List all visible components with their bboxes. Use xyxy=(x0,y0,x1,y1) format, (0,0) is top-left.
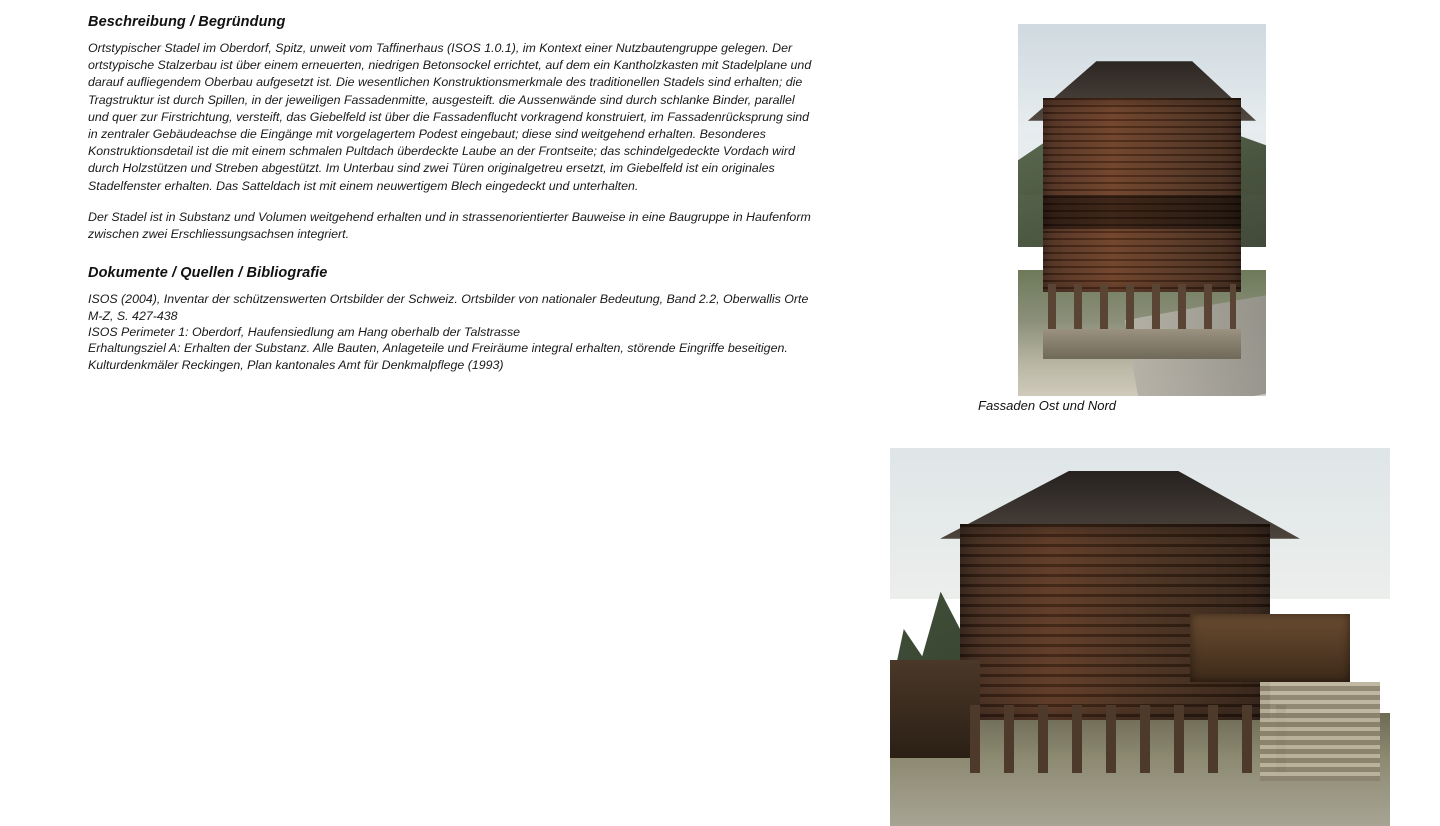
bibliography-line-3: Erhaltungsziel A: Erhalten der Substanz. Alle Bauten, Anlageteile und Freiräume integral erhalten, störende Eingriffe beseitigen. xyxy=(88,341,788,356)
photo2-adjacent-shed xyxy=(890,660,980,758)
photo1-stone-base xyxy=(1043,329,1241,359)
photo2-bottom-fade xyxy=(890,766,1390,826)
section-heading-sources: Dokumente / Quellen / Bibliografie xyxy=(88,265,328,282)
bibliography-line-2: ISOS Perimeter 1: Oberdorf, Haufensiedlung am Hang oberhalb der Talstrasse xyxy=(88,325,521,340)
description-paragraph-1: Ortstypischer Stadel im Oberdorf, Spitz, unweit vom Taffinerhaus (ISOS 1.0.1), im Kontext einer Nutzbautengruppe gelegen. Der ortstypische Stalzerbau ist über einem erneuerten, niedrigen Betonsockel errichtet, auf dem ein Kantholzkasten mit Stadelplane und darauf aufliegendem Oberbau aufgesetzt ist. Die wesentlichen Konstruktionsmerkmale des traditionellen Stadels sind erhalten; die Tragstruktur ist durch Spillen, in der jeweiligen Fassadenmitte, ausgesteift. die Aussenwände sind durch schlanke Binder, parallel und quer zur Firstrichtung, versteift, das Giebelfeld ist über die Fassadenflucht vorkragend konstruiert, im Fassadenrücksprung sind in zentraler Gebäudeachse die Eingänge mit vorgelagertem Podest eingebaut; diese sind weitgehend erhalten. Besonderes Konstruktionsdetail ist die mit einem schmalen Pultdach überdeckte Laube an der Frontseite; das schindelgedeckte Vordach wird durch Holzstützen und Streben abgestützt. Im Unterbau sind zwei Türen originalgetreu ersetzt, im Giebelfeld ist ein originales Stadelfenster erhalten. Das Satteldach ist mit einem neuwertigem Blech eingedeckt und unterhalten. xyxy=(88,41,812,193)
photo1-shadow-band xyxy=(1043,195,1241,228)
photo2-support-posts xyxy=(970,705,1300,773)
photo-fassaden-ost-und-nord xyxy=(1018,24,1266,396)
section-heading-description: Beschreibung / Begründung xyxy=(88,14,286,30)
image-column xyxy=(836,0,1440,810)
description-paragraph-2: Der Stadel ist in Substanz und Volumen weitgehend erhalten und in strassenorientierter Bauweise in eine Baugruppe in Haufenform zwischen zwei Erschliessungsachsen integriert. xyxy=(88,209,811,242)
photo-stadel-gesamtansicht xyxy=(890,448,1390,826)
text-column xyxy=(88,14,818,373)
photo-caption-1: Fassaden Ost und Nord xyxy=(978,398,1117,413)
bibliography-line-1: ISOS (2004), Inventar der schützenswerten Ortsbilder der Schweiz. Ortsbilder von nationaler Bedeutung, Band 2.2, Oberwallis Orte M-Z, S. 427-438 xyxy=(88,292,809,323)
bibliography-footnote: Kulturdenkmäler Reckingen, Plan kantonales Amt für Denkmalpflege (1993) xyxy=(88,357,504,372)
photo2-laube-gallery xyxy=(1190,614,1350,682)
